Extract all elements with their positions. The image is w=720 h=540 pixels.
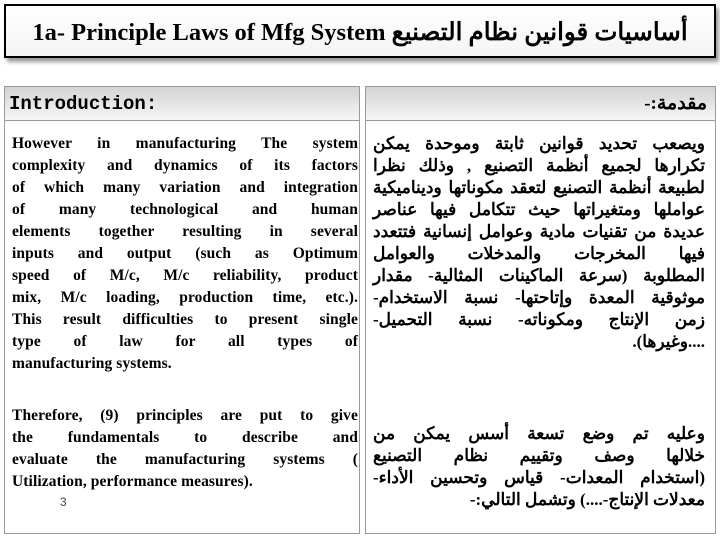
text-line: This result difficulties to present single xyxy=(12,311,358,328)
english-paragraph-1 xyxy=(12,133,358,375)
text-line: معدلات الإنتاج-....) وتشمل التالي:- xyxy=(469,490,705,509)
text-line: inputs and output (such as Optimum xyxy=(12,245,358,262)
text-line: زمن الإنتاج ومكوناته- نسبة التحميل- xyxy=(373,310,705,329)
text-line: فيها المخرجات والمدخلات والعوامل xyxy=(373,244,705,263)
text-line: of many technological and human xyxy=(12,201,358,218)
title-bar xyxy=(4,4,716,58)
text-line: elements together resulting in several xyxy=(12,223,358,240)
text-line: (استخدام المعدات- قياس وتحسين الأداء- xyxy=(373,468,705,487)
text-line: ويصعب تحديد قوانين ثابتة وموحدة يمكن xyxy=(373,134,705,153)
english-panel xyxy=(4,86,360,534)
text-line: ....وغيرها). xyxy=(632,332,705,351)
arabic-paragraph-2 xyxy=(373,423,705,511)
text-line: speed of M/c, M/c reliability, product xyxy=(12,267,358,284)
text-line: المطلوبة (سرعة الماكينات المثالية- مقدار xyxy=(373,266,705,285)
slide-title: 1a- Principle Laws of Mfg System أساسيات قوانين نظام التصنيع xyxy=(32,19,688,46)
arabic-heading: مقدمة:- xyxy=(644,93,707,114)
english-heading: Introduction: xyxy=(9,93,158,115)
text-line: عواملها ومتغيراتها حيث تتكامل فيها عناصر xyxy=(373,200,705,219)
arabic-panel-header xyxy=(366,87,715,121)
english-paragraph-2 xyxy=(12,405,358,493)
text-line: خلالها وصف وتقييم نظام التصنيع xyxy=(373,446,705,465)
arabic-panel xyxy=(365,86,716,534)
text-line: However in manufacturing The system xyxy=(12,135,358,152)
text-line: تكرارها لجميع أنظمة التصنيع , وذلك نظرا xyxy=(373,156,705,175)
text-line: evaluate the manufacturing systems ( xyxy=(12,451,358,468)
text-line: عديدة من تقنيات مادية وعوامل إنسانية فتتعدد xyxy=(373,222,705,241)
text-line: لطبيعة أنظمة التصنيع لتعقد مكوناتها وديناميكية xyxy=(373,178,705,197)
english-panel-header xyxy=(5,87,359,121)
slide-number: 3 xyxy=(60,495,67,509)
text-line: complexity and dynamics of its factors xyxy=(12,157,358,174)
text-line: وعليه تم وضع تسعة أسس يمكن من xyxy=(373,424,705,443)
text-line: manufacturing systems. xyxy=(12,355,172,372)
text-line: Therefore, (9) principles are put to give xyxy=(12,407,358,424)
arabic-paragraph-1 xyxy=(373,133,705,353)
text-line: of which many variation and integration xyxy=(12,179,358,196)
text-line: the fundamentals to describe and xyxy=(12,429,358,446)
text-line: type of law for all types of xyxy=(12,333,358,350)
text-line: Utilization, performance measures). xyxy=(12,473,253,490)
text-line: موثوقية المعدة وإتاحتها- نسبة الاستخدام- xyxy=(373,288,705,307)
text-line: mix, M/c loading, production time, etc.). xyxy=(12,289,358,306)
